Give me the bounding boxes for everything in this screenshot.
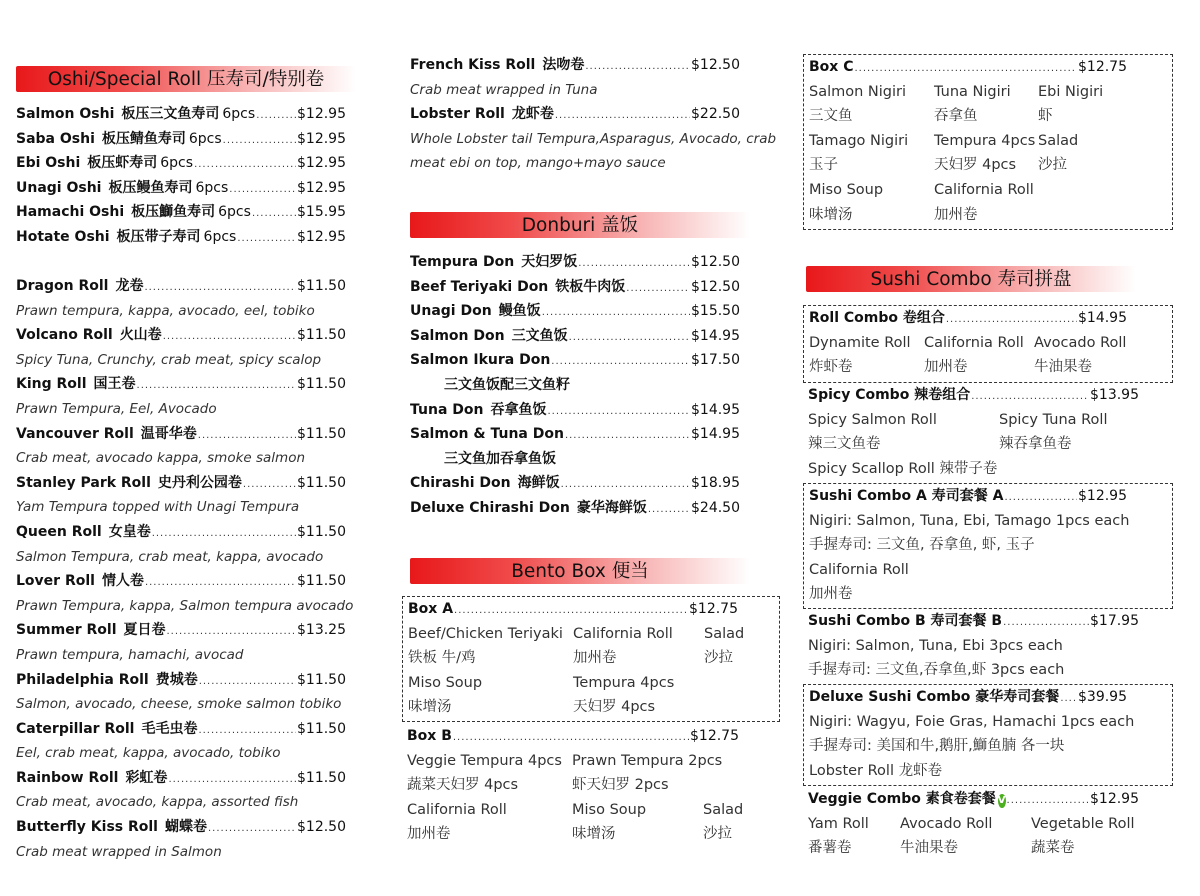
oshi-item-row [16,176,346,201]
roll-item-row [16,422,346,447]
veggie-combo [808,787,1173,861]
veggie-combo-cell: Avocado Roll [900,815,993,832]
donburi-item-name: Beef Teriyaki Don [410,278,549,295]
oshi-item-pcs: 6pcs [188,130,222,147]
box-a-cell [704,671,764,696]
box-b-price: $12.75 [690,728,739,744]
special-roll-list [16,274,354,864]
roll-item-name: King Roll [16,376,87,393]
donburi-item-name: Salmon Don [410,327,505,344]
veggie-combo-cell: 牛油果卷 [900,840,958,857]
box-b-cell: 沙拉 [703,826,732,843]
oshi-item-row [16,127,346,152]
donburi-item-name: Chirashi Don [410,475,511,492]
roll-combo-cell: 牛油果卷 [1034,359,1092,376]
roll-description: Salmon Tempura, crab meat, kappa, avocado [16,548,324,565]
leader-dots [167,620,297,645]
bento-section-title: Bento Box 便当 [511,561,649,582]
leader-dots [144,276,296,301]
box-b-cell: Prawn Tempura 2pcs [572,752,723,769]
donburi-item-name: Salmon Ikura Don [410,352,551,369]
oshi-item-cn-name: 板压三文鱼寿司 [121,106,220,122]
roll-item-price: $13.25 [297,622,346,639]
roll-item-price: $11.50 [297,523,346,540]
box-b-cell: Miso Soup [572,801,647,818]
sushi-combo-section-title: Sushi Combo 寿司拼盘 [870,269,1072,290]
roll-item-price: $22.50 [691,106,740,123]
box-a-cell: 铁板 牛/鸡 [408,650,476,667]
spicy-combo-cell: 辣三文鱼卷 [808,436,881,453]
roll-item-price: $11.50 [297,278,346,294]
donburi-item-name: Unagi Don [410,303,492,320]
oshi-item-name: Saba Oshi [16,130,95,147]
combo-b [808,609,1173,683]
box-b-cell: 味增汤 [572,826,616,843]
donburi-item-price: $18.95 [691,475,740,492]
combo-a-name: Sushi Combo A 寿司套餐 A [809,488,1004,504]
leader-dots [198,424,296,449]
box-a-cell: Miso Soup [408,674,483,691]
sushi-combo-section-header [806,266,1136,292]
box-c-cell: 加州卷 [934,206,978,223]
box-b-items [407,749,775,847]
box-c-cell: Tempura 4pcs [934,132,1036,149]
leader-dots [223,129,296,154]
roll-item-cn-name: 夏日卷 [123,622,166,639]
donburi-section-title: Donburi 盖饭 [521,215,639,236]
combo-a-line: 手握寿司: 三文鱼, 吞拿鱼, 虾, 玉子 [809,537,1035,554]
box-c-cell: California Roll [934,181,1034,198]
roll-item-name: Dragon Roll [16,278,109,294]
box-b-header [407,724,739,749]
donburi-item-name: Deluxe Chirashi Don [410,499,570,516]
roll-item-cn-name: 蝴蝶卷 [164,819,207,836]
leader-dots [208,817,296,842]
leader-dots [237,227,296,252]
box-a-cell: California Roll [573,625,673,642]
roll-item-name: Volcano Roll [16,327,113,344]
leader-dots [199,670,296,695]
roll-item-row [410,102,740,127]
donburi-subtitle: 三文鱼加吞拿鱼饭 [444,450,556,467]
roll-item-cn-name: 龙虾卷 [511,106,554,123]
spicy-combo-price: $13.95 [1090,387,1139,403]
box-b-cell: 加州卷 [407,826,451,843]
box-b-name: Box B [407,728,452,744]
oshi-item-cn-name: 板压虾寿司 [87,155,158,172]
donburi-list [410,250,740,521]
donburi-item-price: $17.50 [691,352,740,369]
roll-item-row [16,815,346,840]
spicy-combo-name: Spicy Combo 辣卷组合 [808,387,971,403]
combo-b-price: $17.95 [1090,613,1139,629]
roll-item-name: Rainbow Roll [16,769,119,786]
veggie-combo-price: $12.95 [1090,791,1139,807]
spicy-combo-cell: Spicy Salmon Roll [808,411,937,428]
box-c-header [809,55,1127,80]
roll-item-cn-name: 温哥华卷 [140,425,197,442]
roll-description: Yam Tempura topped with Unagi Tempura [16,499,300,516]
roll-item-cn-name: 毛毛虫卷 [141,720,198,737]
leader-dots [626,277,690,302]
donburi-item-cn-name: 吞拿鱼饭 [490,401,547,418]
box-c-cell: 三文鱼 [809,108,853,125]
leader-dots [145,571,296,596]
box-c-cell: 沙拉 [1038,157,1067,174]
leader-dots [561,473,690,498]
oshi-item-row [16,151,346,176]
oshi-item-price: $12.95 [297,228,346,245]
oshi-list [16,102,346,250]
roll-item-cn-name: 国王卷 [93,376,136,393]
leader-dots [168,768,296,793]
roll-item-cn-name: 史丹利公园卷 [157,474,242,491]
oshi-item-row [16,200,346,225]
roll-item-price: $11.50 [297,671,346,688]
roll-item-name: Caterpillar Roll [16,720,135,737]
box-c-cell: 天妇罗 4pcs [934,157,1017,174]
veggie-combo-name: Veggie Combo 素食卷套餐 [808,791,996,807]
roll-item-cn-name: 费城卷 [155,671,198,688]
roll-item-row [16,520,346,545]
box-c-cell [1038,178,1138,203]
roll-description: Whole Lobster tail Tempura,Asparagus, Avocado, crab meat ebi on top, mango+mayo sauce [410,130,777,172]
box-b-cell [703,749,763,774]
bento-box-b [402,724,780,848]
leader-dots [648,498,690,523]
oshi-item-name: Salmon Oshi [16,106,115,122]
oshi-item-name: Hamachi Oshi [16,204,125,221]
combo-a-line: California Roll [809,561,909,578]
donburi-item-price: $12.50 [691,278,740,295]
oshi-item-pcs: 6pcs [222,106,256,122]
leader-dots [569,326,690,351]
box-c-cell: Miso Soup [809,181,884,198]
leader-dots [194,153,296,178]
roll-combo-name: Roll Combo 卷组合 [809,310,945,326]
box-a-cell: 加州卷 [573,650,617,667]
donburi-item-name: Salmon & Tuna Don [410,426,564,443]
leader-dots [256,104,296,129]
bento-section-header [410,558,750,584]
roll-description: Prawn Tempura, kappa, Salmon tempura avocado [16,597,354,614]
top-roll-list [410,53,777,176]
oshi-item-pcs: 6pcs [160,155,194,172]
veggie-combo-cell: Yam Roll [808,815,869,832]
roll-item-row [16,372,346,397]
combo-b-line: 手握寿司: 三文鱼,吞拿鱼,虾 3pcs each [808,662,1065,679]
deluxe-combo-name: Deluxe Sushi Combo 豪华寿司套餐 [809,689,1060,705]
roll-item-name: Stanley Park Roll [16,474,151,491]
roll-description: Salmon, avocado, cheese, smoke salmon tobiko [16,696,342,713]
donburi-item-cn-name: 铁板牛肉饭 [555,278,626,295]
box-c-cell: Salmon Nigiri [809,83,907,100]
roll-combo-cell: Dynamite Roll [809,334,911,351]
roll-item-price: $12.50 [691,57,740,73]
deluxe-combo-box [803,684,1173,786]
oshi-item-cn-name: 板压带子寿司 [116,228,201,245]
leader-dots [152,522,296,547]
donburi-item-row [410,348,740,373]
box-c-cell: Ebi Nigiri [1038,83,1104,100]
roll-combo-items [809,331,1167,380]
oshi-item-pcs: 6pcs [218,204,251,221]
leader-dots [578,252,690,277]
donburi-item-price: $14.95 [691,426,740,443]
roll-item-row [16,618,346,643]
oshi-item-name: Hotate Oshi [16,228,110,245]
roll-item-name: Lover Roll [16,573,95,590]
roll-description: Prawn tempura, kappa, avocado, eel, tobiko [16,302,315,319]
box-c-cell: Tamago Nigiri [809,132,909,149]
box-b-cell: California Roll [407,801,507,818]
roll-item-name: Philadelphia Roll [16,671,149,688]
box-b-cell: Veggie Tempura 4pcs [407,752,562,769]
box-c-items [809,80,1167,228]
oshi-item-name: Ebi Oshi [16,155,81,172]
leader-dots [229,178,296,203]
combo-b-line: Nigiri: Salmon, Tuna, Ebi 3pcs each [808,637,1063,654]
leader-dots [551,350,690,375]
box-b-cell: 蔬菜天妇罗 4pcs [407,777,519,794]
donburi-item-price: $24.50 [691,499,740,516]
roll-item-price: $11.50 [297,720,346,737]
box-c-name: Box C [809,59,854,75]
roll-item-cn-name: 法吻卷 [542,57,585,73]
roll-item-price: $11.50 [297,376,346,393]
donburi-item-price: $15.50 [691,303,740,320]
combo-a-box [803,483,1173,609]
roll-item-cn-name: 龙卷 [115,278,144,294]
oshi-item-row [16,225,346,250]
roll-item-row [16,274,346,299]
roll-item-price: $11.50 [297,327,346,344]
oshi-item-cn-name: 板压鳗鱼寿司 [108,179,193,196]
box-a-items [408,622,774,720]
roll-description: Prawn Tempura, Eel, Avocado [16,400,217,417]
roll-combo-cell: Avocado Roll [1034,334,1127,351]
box-a-cell: 味增汤 [408,699,452,716]
oshi-item-price: $12.95 [297,106,346,122]
donburi-item-cn-name: 三文鱼饭 [511,327,568,344]
spicy-combo-items [808,408,1173,457]
box-b-cell: Salad [703,801,744,818]
combo-a-price: $12.95 [1078,488,1127,504]
roll-item-row [16,766,346,791]
spicy-combo-cell: 辣吞拿鱼卷 [999,436,1072,453]
roll-combo-box [803,305,1173,383]
oshi-item-cn-name: 板压鲭鱼寿司 [101,130,186,147]
box-c-cell: Tuna Nigiri [934,83,1011,100]
leader-dots [565,424,690,449]
donburi-item-cn-name: 豪华海鲜饭 [576,499,647,516]
roll-item-price: $11.50 [297,474,346,491]
donburi-item-price: $14.95 [691,401,740,418]
donburi-item-row [410,471,740,496]
donburi-item-cn-name: 鳗鱼饭 [498,303,541,320]
leader-dots [198,719,296,744]
box-a-header [408,597,738,622]
veggie-combo-items [808,812,1173,861]
roll-item-cn-name: 火山卷 [119,327,162,344]
oshi-item-price: $12.95 [297,130,346,147]
donburi-item-name: Tuna Don [410,401,484,418]
box-a-cell: Beef/Chicken Teriyaki [408,625,563,642]
box-a-cell: Salad [704,625,745,642]
roll-item-price: $11.50 [297,425,346,442]
box-b-cell [703,773,763,798]
roll-item-row [16,717,346,742]
roll-item-row [16,323,346,348]
deluxe-combo-line: Nigiri: Wagyu, Foie Gras, Hamachi 1pcs each [809,713,1135,730]
spicy-combo [808,383,1173,481]
roll-item-cn-name: 情人卷 [101,573,144,590]
box-a-name: Box A [408,601,454,617]
oshi-section-title: Oshi/Special Roll 压寿司/特别卷 [47,69,325,90]
roll-combo-price: $14.95 [1078,310,1127,326]
box-a-cell: 天妇罗 4pcs [573,699,656,716]
veggie-combo-cell: 番薯卷 [808,840,852,857]
vegetarian-badge-icon: V [997,795,1006,806]
donburi-item-price: $14.95 [691,327,740,344]
combo-b-name: Sushi Combo B 寿司套餐 B [808,613,1003,629]
veggie-combo-cell: Vegetable Roll [1031,815,1135,832]
deluxe-combo-lines [809,710,1167,784]
donburi-item-row [410,496,740,521]
roll-item-cn-name: 彩虹卷 [125,769,168,786]
donburi-item-row [410,299,740,324]
oshi-item-price: $12.95 [297,179,346,196]
roll-description: Eel, crab meat, kappa, avocado, tobiko [16,745,281,762]
oshi-item-name: Unagi Oshi [16,179,102,196]
deluxe-combo-line: Lobster Roll 龙虾卷 [809,762,943,779]
box-b-cell: 虾天妇罗 2pcs [572,777,669,794]
roll-description: Crab meat, avocado kappa, smoke salmon [16,450,306,467]
combo-a-line: 加州卷 [809,586,853,603]
leader-dots [555,104,690,129]
oshi-item-cn-name: 板压鰤鱼寿司 [131,204,216,221]
bento-box-a [402,596,780,722]
oshi-item-pcs: 6pcs [203,228,237,245]
roll-item-row [16,569,346,594]
roll-combo-cell: California Roll [924,334,1024,351]
oshi-item-price: $12.95 [297,155,346,172]
box-c-price: $12.75 [1078,59,1127,75]
roll-item-row [16,471,346,496]
oshi-item-row [16,102,346,127]
box-c-cell [1038,203,1138,228]
leader-dots [252,202,296,227]
roll-description: Crab meat wrapped in Salmon [16,843,222,860]
spicy-combo-cell: Spicy Tuna Roll [999,411,1108,428]
donburi-item-row [410,250,740,275]
box-c-cell: 味增汤 [809,206,853,223]
box-a-cell [704,695,764,720]
box-c-cell: 虾 [1038,108,1053,125]
combo-b-lines [808,634,1173,683]
box-a-price: $12.75 [689,601,738,617]
spicy-combo-extra: Spicy Scallop Roll 辣带子卷 [808,460,998,477]
donburi-item-cn-name: 天妇罗饭 [521,254,578,270]
roll-item-name: French Kiss Roll [410,57,536,73]
combo-a-lines [809,509,1167,607]
combo-a-line: Nigiri: Salmon, Tuna, Ebi, Tamago 1pcs each [809,512,1130,529]
roll-description: Crab meat wrapped in Tuna [410,81,598,98]
donburi-subtitle: 三文鱼饭配三文鱼籽 [444,376,570,393]
leader-dots [137,374,296,399]
roll-item-name: Butterfly Kiss Roll [16,819,158,836]
roll-item-name: Lobster Roll [410,106,505,123]
roll-item-row [16,668,346,693]
leader-dots [542,301,690,326]
roll-item-name: Vancouver Roll [16,425,134,442]
roll-combo-cell: 炸虾卷 [809,359,853,376]
box-a-cell: Tempura 4pcs [573,674,675,691]
donburi-item-row [410,275,740,300]
roll-description: Crab meat, avocado, kappa, assorted fish [16,794,299,811]
oshi-item-pcs: 6pcs [195,179,229,196]
roll-item-price: $12.50 [297,819,346,836]
leader-dots [163,325,296,350]
bento-box-c [803,54,1173,230]
donburi-item-row [410,422,740,447]
roll-description: Spicy Tuna, Crunchy, crab meat, spicy scalop [16,351,322,368]
roll-item-row [410,53,740,78]
roll-item-name: Queen Roll [16,523,102,540]
donburi-section-header [410,212,750,238]
roll-item-price: $11.50 [297,573,346,590]
roll-item-cn-name: 女皇卷 [108,523,151,540]
oshi-section-header [16,66,356,92]
roll-item-name: Summer Roll [16,622,117,639]
box-c-cell: 玉子 [809,157,838,174]
donburi-item-cn-name: 海鲜饭 [517,475,560,492]
deluxe-combo-line: 手握寿司: 美国和牛,鹅肝,鰤鱼腩 各一块 [809,738,1065,755]
veggie-combo-cell: 蔬菜卷 [1031,840,1075,857]
box-c-cell: Salad [1038,132,1079,149]
leader-dots [243,473,296,498]
box-c-cell: 吞拿鱼 [934,108,978,125]
box-a-cell: 沙拉 [704,650,733,667]
roll-combo-cell: 加州卷 [924,359,968,376]
deluxe-combo-price: $39.95 [1078,689,1127,705]
leader-dots [547,400,690,425]
donburi-item-row [410,324,740,349]
leader-dots [585,55,690,80]
donburi-item-price: $12.50 [691,254,740,270]
donburi-item-name: Tempura Don [410,254,515,270]
roll-description: Prawn tempura, hamachi, avocad [16,646,244,663]
roll-item-price: $11.50 [297,769,346,786]
oshi-item-price: $15.95 [297,204,346,221]
donburi-item-row [410,398,740,423]
